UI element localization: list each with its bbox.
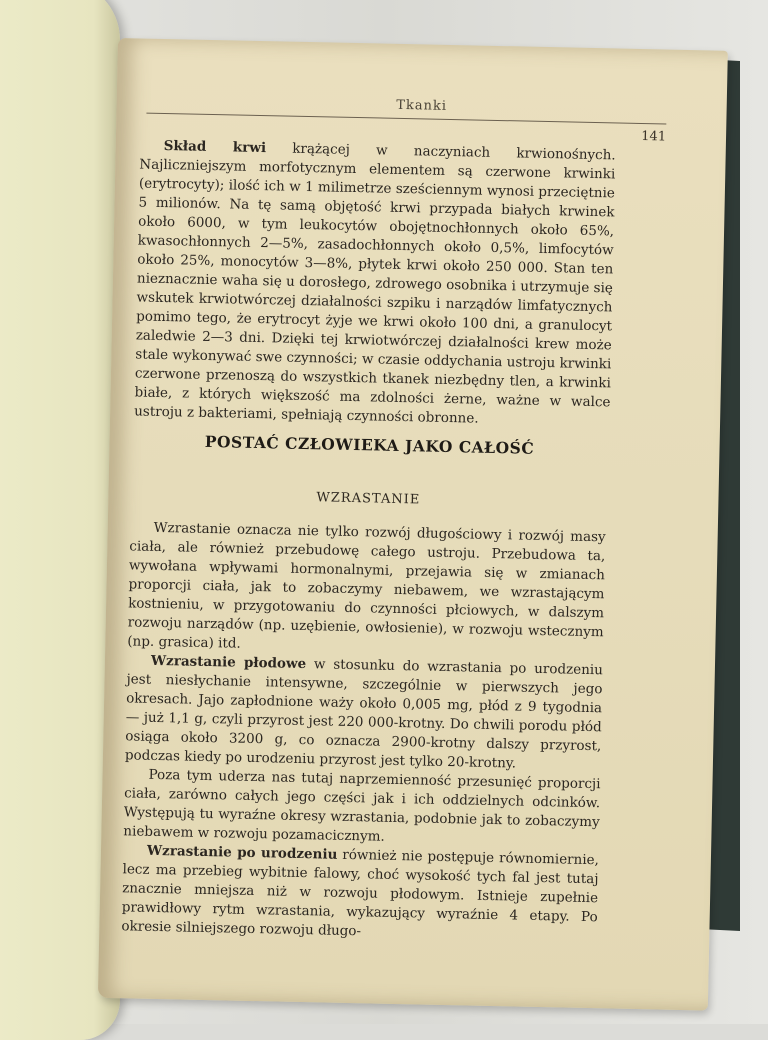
paragraph-lead: Wzrastanie płodowe [150, 652, 307, 673]
paragraph-text: również nie postępuje równomiernie, lecz ma przebieg wybitnie falowy, choć wysokość tych fal jest tutaj znacznie mniejsza niż w rozwoju płodowym. Istnieje zupełnie prawidłowy rytm wzrastania, wykazujący wyraźnie 4 etapy. Po okresie silniejszego rozwoju długo- [121, 846, 600, 940]
book-page [98, 38, 728, 1011]
paragraph-fetal-growth [125, 651, 603, 775]
paragraph-blood-composition [134, 136, 616, 431]
growth-text [121, 518, 606, 946]
paragraph-text: krążącej w naczyniach krwionośnych. Najliczniejszym morfotycznym elementem są czerwone krwinki (erytrocyty); ilość ich w 1 milimetrze sześciennym wynosi przeciętnie 5 milionów. Na tę samą objętość krwi przypada białych krwinek około 6000, w tym leukocytów obojętnochłonnych około 65%, kwasochłonnych 2—5%, zasadochłonnych około 0,5%, limfocytów około 25%, monocytów 3—8%, płytek krwi około 250 000. Stan ten nieznacznie waha się u dorosłego, zdrowego osobnika i utrzymuje się wskutek krwiotwórczej działalności szpiku i narządów limfatycznych pomimo tego, że erytrocyt żyje we krwi około 100 dni, a granulocyt zaledwie 2—3 dni. Dzięki tej krwiotwórczej działalności krew może stale wykonywać swe czynności; w czasie oddychania ustroju krwinki czerwone przenoszą do wszystkich tkanek niezbędny tlen, a krwinki białe, z których większość ma zdolności żerne, ważne w walce ustroju z bakteriami, spełniają czynności obronne. [134, 140, 616, 427]
paragraph-growth-intro: Wzrastanie oznacza nie tylko rozwój długościowy i rozwój masy ciała, ale również przebudowę całego ustroju. Przebudowa ta, wywołana wpływami hormonalnymi, przejawia się w zmianach proporcji ciała, jak to zobaczymy niebawem, we wzrastającym kostnieniu, w przygotowaniu do czynności płciowych, w dalszym rozwoju narządów (np. uzębienie, owłosienie), w rozwoju wstecznym (np. grasica) itd. [127, 519, 606, 652]
paragraph-text: w stosunku do wzrastania po urodzeniu jest niesłychanie intensywne, szczególnie w pierwszych jego okresach. Jajo zapłodnione waży około 0,005 mg, płód z 9 tygodnia — już 1,1 g, czyli przyrost jest 220 000-krotny. Do chwili porodu płód osiąga około 3200 g, co oznacza 2900-krotny dalszy przyrost, podczas kiedy po urodzeniu przyrost jest tylko 20-krotny. [124, 656, 604, 772]
paragraph-proportions: Poza tym uderza nas tutaj naprzemienność przesunięć proporcji ciała, zarówno całych jego części jak i ich oddzielnych odcinków. Występują tu wyraźne okresy wzrastania, podobnie jak to zobaczymy niebawem w rozwoju pozamacicznym. [123, 766, 601, 845]
running-head: Tkanki [396, 97, 448, 114]
paragraph-lead: Skład krwi [163, 137, 267, 157]
paragraph-postnatal-growth [121, 841, 599, 946]
subsection-title: WZRASTANIE [316, 490, 421, 508]
page-number: 141 [641, 128, 667, 145]
paragraph-lead: Wzrastanie po urodzeniu [146, 842, 338, 863]
section-title: POSTAĆ CZŁOWIEKA JAKO CAŁOŚĆ [204, 431, 535, 458]
